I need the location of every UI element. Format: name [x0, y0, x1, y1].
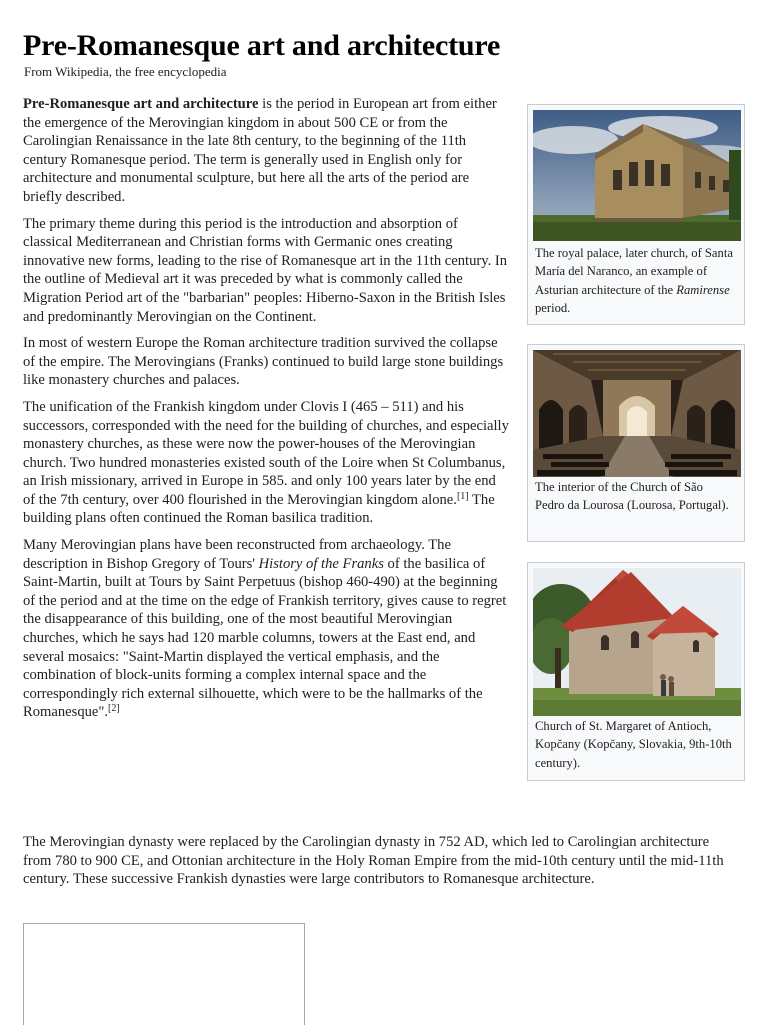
figure-kopcany — [527, 562, 745, 781]
figure-caption — [535, 244, 735, 318]
citation-link-2[interactable]: [2] — [108, 703, 120, 715]
paragraph-text: Many Merovingian plans have been reconstructed from archaeology. The description in Bishop Gregory of Tours' — [23, 537, 451, 572]
lead-term: Pre-Romanesque art and architecture — [23, 96, 259, 112]
article-body — [23, 95, 510, 730]
content-box — [23, 923, 305, 1025]
paragraph-intro — [23, 95, 510, 207]
lourosa-photo[interactable] — [533, 350, 741, 477]
paragraph-unification — [23, 398, 510, 528]
paragraph-text: The unification of the Frankish kingdom under Clovis I (465 – 511) and his successors, corresponded with the need for the building of churches, and especially monastery churches, as these were now the power-houses of the Merovingian church. Two hundred monasteries existed south of the Loire when St Columbanus, an Irish missionary, arrived in Europe in 585. and only 100 years later by the end of the 7th century, over 400 flourished in the Merovingian kingdom alone. — [23, 398, 509, 508]
paragraph-roman-tradition: In most of western Europe the Roman architecture tradition survived the collapse of the empire. The Merovingians (Franks) continued to build large stone buildings like monastery churches and palaces. — [23, 335, 504, 389]
figure-lourosa — [527, 344, 745, 542]
figure-naranco — [527, 104, 745, 325]
paragraph-text: The building plans often continued the Roman basilica tradition. — [23, 491, 495, 527]
paragraph-text: is the period in European art from either the emergence of the Merovingian kingdom in about 500 CE or from the Carolingian Renaissance in the late 8th century, to the beginning of the 11th century Romanesque period. The term is generally used in English only for architecture and monumental sculpture, but here all the arts of the period are briefly described. — [23, 96, 497, 205]
figure-caption: The interior of the Church of São Pedro da Lourosa (Lourosa, Portugal). — [535, 480, 729, 513]
paragraph-dynasties: The Merovingian dynasty were replaced by the Carolingian dynasty in 752 AD, which led to Carolingian architecture from 780 to 900 CE, and Ottonian architecture in the Holy Roman Empire from the mid-10th century until the mid-11th century. These successive Frankish dynasties were large contributors to Romanesque architecture. — [23, 834, 724, 888]
caption-italic: Ramirense — [676, 282, 730, 297]
paragraph-text: of the basilica of Saint-Martin, built at Tours by Saint Perpetuus (bishop 460-490) at the beginning of the period and at the time on the edge of Frankish territory, gives cause to regret the disappearance of this building, one of the most beautiful Merovingian churches, which he says had 120 marble columns, towers at the East end, and several mosaics: "Saint-Martin displayed the vertical emphasis, and the combination of block-units forming a complex internal space and the correspondingly rich external silhouette, which were to be the hallmarks of the Romanesque". — [23, 555, 507, 721]
figure-caption: Church of St. Margaret of Antioch, Kopčany (Kopčany, Slovakia, 9th-10th century). — [535, 719, 732, 770]
italic-title: History of the Franks — [258, 555, 384, 572]
paragraph-theme: The primary theme during this period is the introduction and absorption of classical Mediterranean and Christian forms with Germanic ones creating innovative new forms, leading to the rise of Romanesque art in the 11th century. In the outline of Medieval art it was preceded by what is commonly called the Migration Period art of the "barbarian" peoples: Hiberno-Saxon in the British Isles and predominantly Merovingian on the Continent. — [23, 215, 508, 325]
paragraph-plans — [23, 536, 510, 722]
tagline: From Wikipedia, the free encyclopedia — [24, 64, 227, 79]
caption-text: The royal palace, later church, of Santa María del Naranco, an example of Asturian architecture of the — [535, 246, 733, 297]
citation-link-1[interactable]: [1] — [456, 490, 469, 502]
naranco-photo[interactable] — [533, 110, 741, 241]
page-title: Pre-Romanesque art and architecture — [23, 29, 501, 62]
article-body-lower — [23, 833, 735, 889]
caption-text: period. — [535, 301, 571, 316]
kopcany-photo[interactable] — [533, 568, 741, 716]
